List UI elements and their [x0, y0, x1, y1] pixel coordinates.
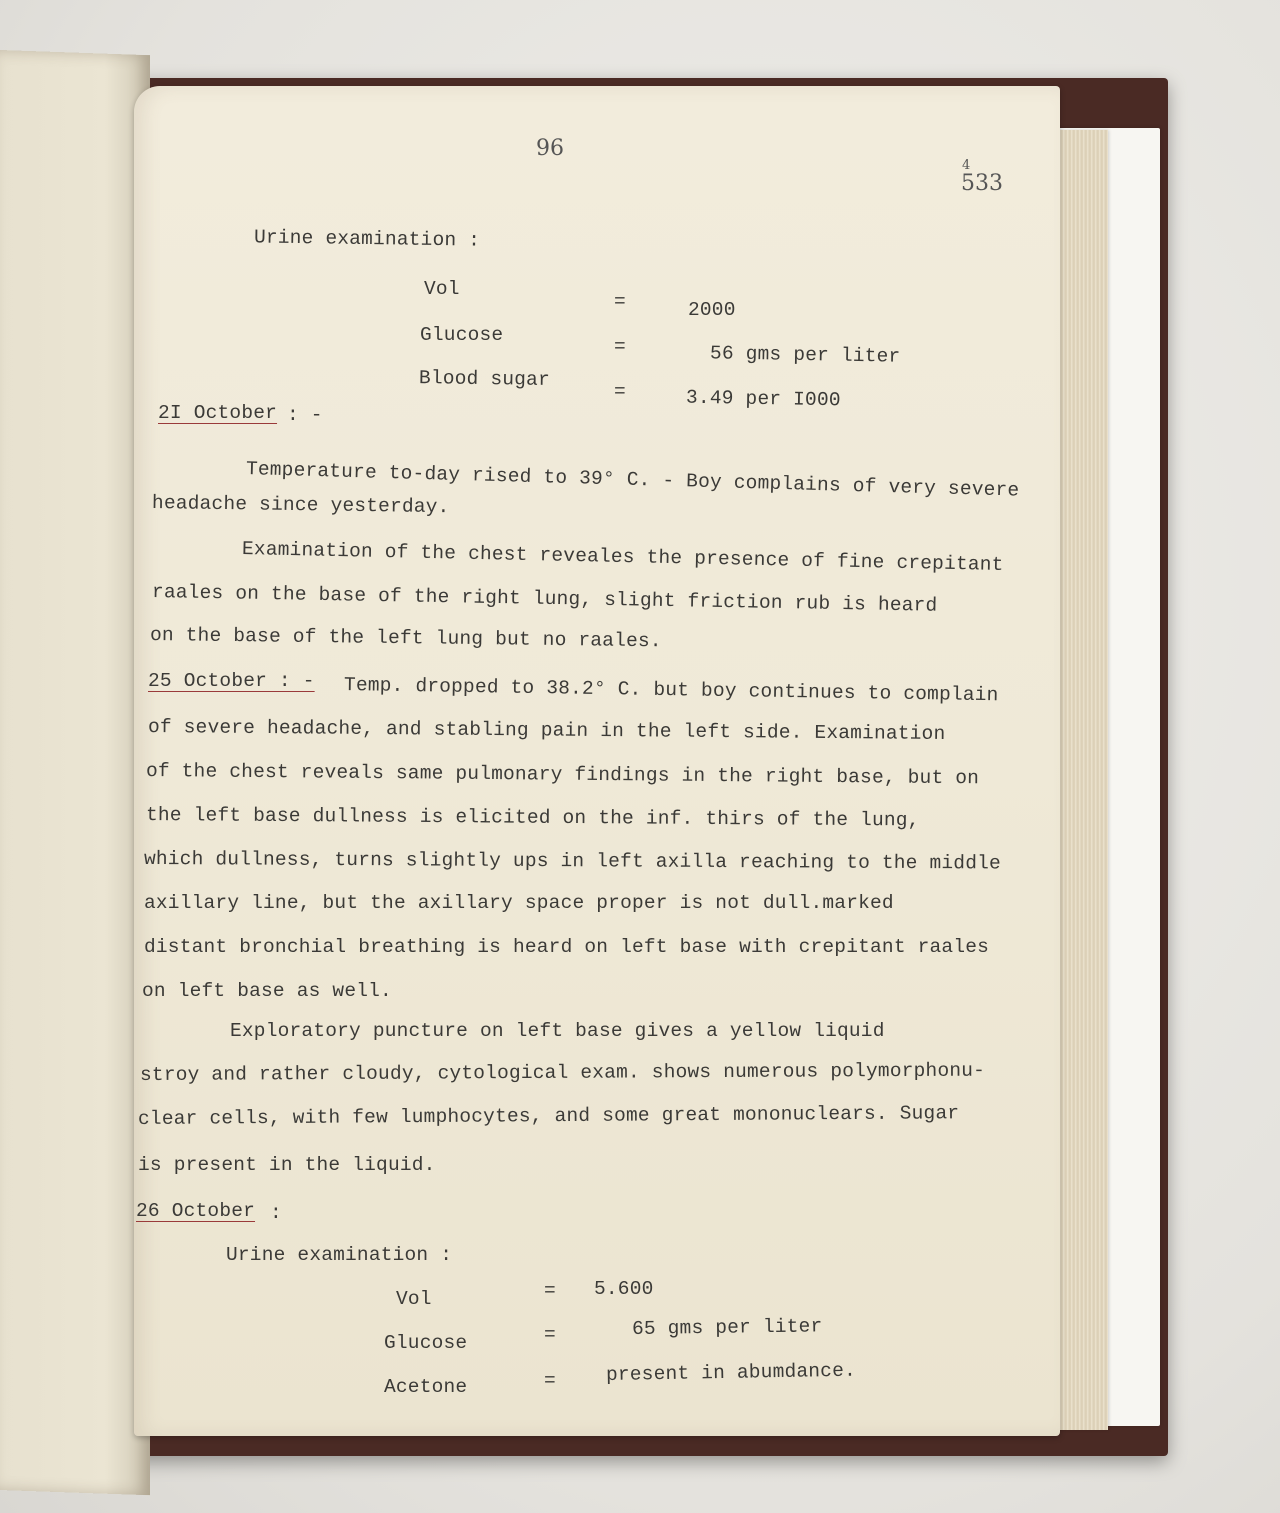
para3-line1: Temp. dropped to 38.2° C. but boy continues to complain [343, 674, 999, 707]
para4-line2: stroy and rather cloudy, cytological exam. shows numerous polymorphonu- [139, 1059, 986, 1086]
acetone-equals: = [544, 1370, 556, 1392]
date-25-october: 25 October : - [148, 670, 315, 692]
para3-line3: of the chest reveals same pulmonary findings in the right base, but on [145, 760, 980, 790]
date-26-suffix: : [270, 1202, 282, 1224]
para1-line2: headache since yesterday. [151, 492, 450, 519]
left-page [0, 50, 150, 1495]
date-26-october: 26 October [136, 1200, 256, 1222]
glucose-value-2: 65 gms per liter [631, 1315, 823, 1340]
vol-label-1: Vol [424, 278, 460, 300]
acetone-label: Acetone [384, 1376, 468, 1398]
para3-line7: distant bronchial breathing is heard on left base with crepitant raales [144, 936, 990, 958]
glucose-equals-2: = [544, 1324, 556, 1346]
vol-value-1: 2000 [688, 299, 736, 321]
glucose-value-1: 56 gms per liter [709, 342, 901, 368]
para3-line8: on left base as well. [142, 980, 392, 1002]
date-21-suffix: : - [287, 404, 323, 426]
blood-sugar-label: Blood sugar [418, 367, 551, 391]
para1-line1: Temperature to-day rised to 39° C. - Boy complains of very severe [245, 458, 1020, 502]
vol-equals-2: = [544, 1280, 556, 1302]
blood-sugar-equals: = [614, 381, 626, 403]
para3-line5: which dullness, turns slightly ups in left axilla reaching to the middle [143, 848, 1001, 875]
glucose-label-1: Glucose [420, 324, 504, 346]
para2-line1: Examination of the chest reveales the presence of fine crepitant [241, 538, 1004, 576]
glucose-equals-1: = [614, 336, 626, 358]
folio-number: 533 [961, 171, 1003, 196]
vol-value-2: 5.600 [594, 1278, 654, 1300]
vol-label-2: Vol [396, 1288, 432, 1310]
vol-equals-1: = [614, 291, 626, 313]
para4-line4: is present in the liquid. [138, 1154, 436, 1176]
urine-heading-2: Urine examination : [226, 1244, 453, 1266]
blood-sugar-value: 3.49 per I000 [685, 386, 841, 412]
para2-line2: raales on the base of the right lung, slight friction rub is heard [151, 581, 938, 617]
folio-overwrite: 4 [962, 158, 971, 173]
glucose-label-2: Glucose [384, 1332, 468, 1354]
urine-heading-1: Urine examination : [253, 226, 481, 252]
para3-line4: the left base dullness is elicited on the inf. thirs of the lung, [145, 804, 920, 832]
date-21-october: 2I October [158, 402, 278, 424]
para3-line2: of severe headache, and stabling pain in the left side. Examination [147, 716, 946, 745]
para4-line1: Exploratory puncture on left base gives a yellow liquid [230, 1020, 885, 1042]
para3-line6: axillary line, but the axillary space proper is not dull.marked [144, 892, 894, 914]
para4-line3: clear cells, with few lumphocytes, and some great mononuclears. Sugar [137, 1102, 960, 1130]
page-number: 96 [536, 136, 564, 161]
para2-line3: on the base of the left lung but no raales. [149, 624, 662, 653]
typed-page [134, 86, 1060, 1436]
acetone-value: present in abumdance. [605, 1359, 857, 1386]
